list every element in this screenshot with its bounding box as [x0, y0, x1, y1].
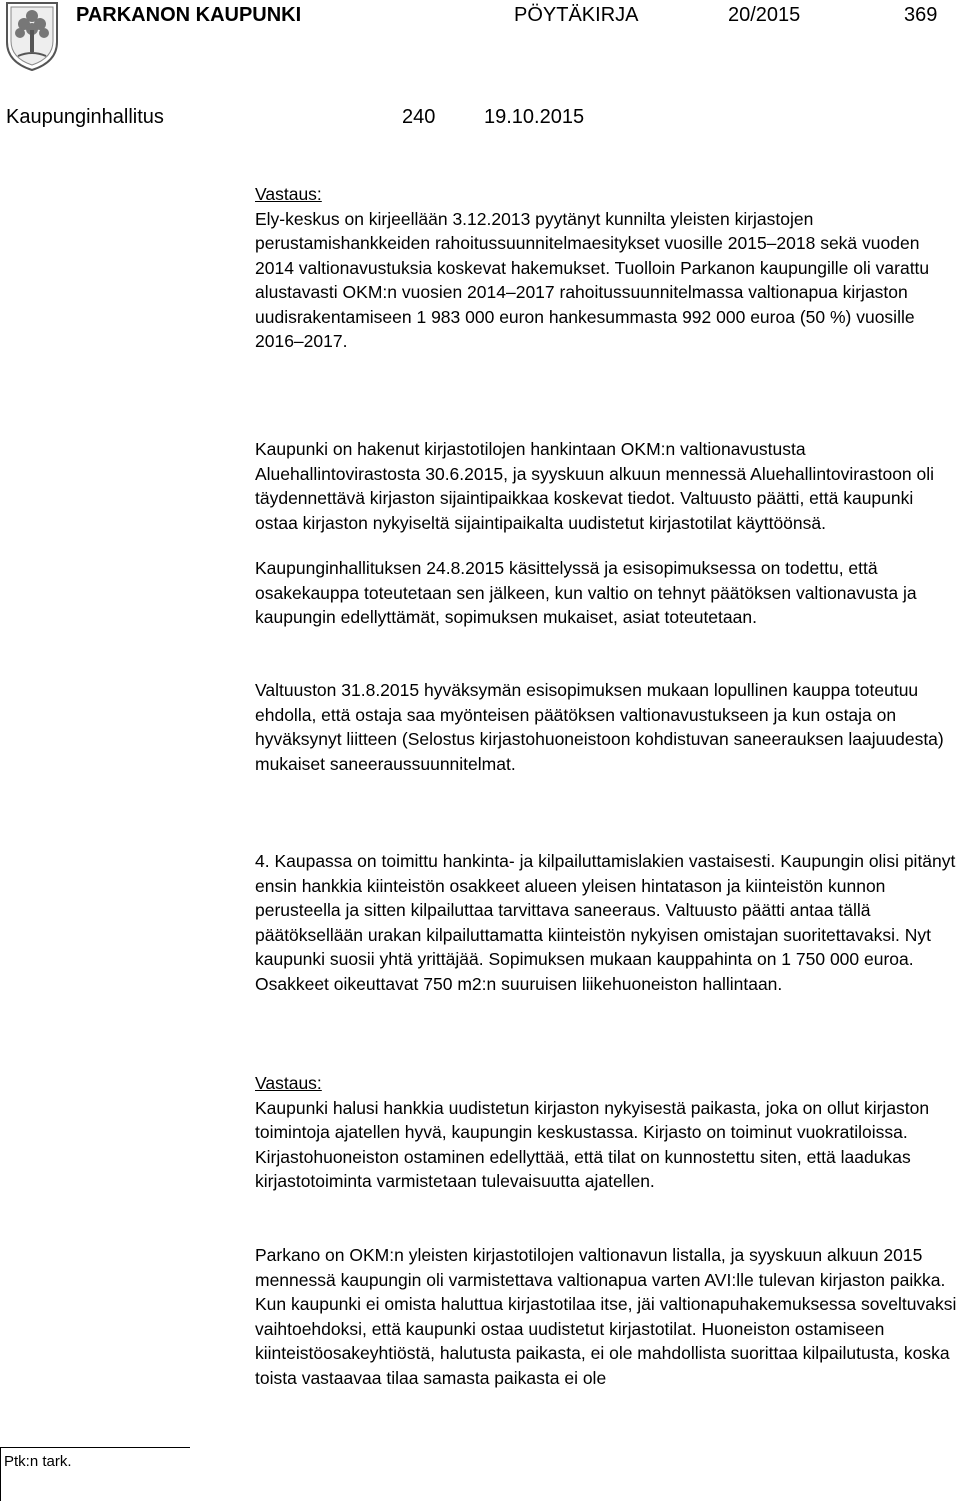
minutes-checker-label: Ptk:n tark.	[4, 1453, 72, 1470]
footer-divider-vertical	[0, 1447, 1, 1501]
paragraph: Kaupunginhallituksen 24.8.2015 käsittelyssä ja esisopimuksessa on todettu, että osakekauppa toteutetaan sen jälkeen, kun valtio on tehnyt päätöksen valtionavusta ja kaupungin edellyttämät, sopimuksen mukaiset, asiat toteutetaan.	[255, 558, 917, 627]
paragraph: Kaupunki on hakenut kirjastotilojen hankintaan OKM:n valtionavustusta Aluehallintovirastosta 30.6.2015, ja syyskuun alkuun mennessä Aluehallintovirastoon oli täydennettävä kirjaston sijaintipaikkaa koskevat tiedot. Valtuusto päätti, että kaupunki ostaa kirjaston nykyiseltä sijaintipaikalta uudistetut kirjastotilat käyttöönsä.	[255, 439, 935, 533]
footer-divider	[0, 1447, 190, 1448]
paragraph: Parkano on OKM:n yleisten kirjastotilojen valtionavun listalla, ja syyskuun alkuun 2015 mennessä kaupungin oli varmistettava valtionapua varten AVI:lle tulevan kirjaston paikka. Kun kaupunki ei omista haluttua kirjastotilaa itse, jäi valtionapuhakemuksessa soveltuvaksi vaihtoehdoksi, että kaupunki ostaa uudistetut kirjastotilat. Huoneiston ostamiseen kiinteistöosakeyhtiöstä, halutusta paikasta, ei ole mahdollista suorittaa kilpailutusta, koska toista vastaavaa tilaa samasta paikasta ei ole	[255, 1245, 957, 1388]
coat-of-arms-icon	[4, 0, 60, 72]
document-type: PÖYTÄKIRJA	[514, 4, 639, 26]
objection-paragraph: 4. Kaupassa on toimittu hankinta- ja kilpailuttamislakien vastaisesti. Kaupungin olisi pitänyt ensin hankkia kiinteistön osakkeet alueen yleisen hintatason ja kiinteistön kunnon perusteella ja sitten kilpailuttaa tarvittava saneeraus. Valtuusto päätti antaa tällä päätöksellään urakan kilpailuttamatta kiinteistön nykyisen omistajan suoritettavaksi. Nyt kaupunki suosii yhtä yrittäjää. Sopimuksen mukaan kauppahinta on 1 750 000 euroa. Osakkeet oikeuttavat 750 m2:n suuruisen liikehuoneiston hallintaan.	[255, 851, 956, 994]
response-block-1	[255, 182, 957, 354]
paragraph: Kaupunki halusi hankkia uudistetun kirjaston nykyisestä paikasta, joka on ollut kirjaston toimintoja ajatellen hyvä, kaupungin keskustassa. Kirjasto on toiminut vuokratiloissa. Kirjastohuoneiston ostaminen edellyttää, että tilat on kunnostettu siten, että laadukas kirjastotoiminta varmistetaan tulevaisuutta ajatellen.	[255, 1097, 930, 1191]
document-number: 20/2015	[728, 4, 801, 26]
response-block-2	[255, 1071, 957, 1194]
paragraph: Ely-keskus on kirjeellään 3.12.2013 pyytänyt kunnilta yleisten kirjastojen perustamishankkeiden rahoitussuunnitelmaesitykset vuosille 2015–2018 sekä vuoden 2014 valtionavustuksia koskevat hakemukset. Tuolloin Parkanon kaupungille oli varattu alustavasti OKM:n vuosien 2014–2017 rahoitussuunnitelmassa valtionapua kirjaston uudisrakentamiseen 1 983 000 euron hankesummasta 992 000 euroa (50 %) vuosille 2016–2017.	[255, 208, 930, 351]
meeting-date: 19.10.2015	[484, 106, 585, 128]
organization-name: PARKANON KAUPUNKI	[76, 4, 302, 26]
meeting-body: Kaupunginhallitus	[6, 106, 164, 128]
section-number: 240	[402, 106, 436, 128]
paragraph: Valtuuston 31.8.2015 hyväksymän esisopimuksen mukaan lopullinen kauppa toteutuu ehdolla, että ostaja saa myönteisen päätöksen valtionavustukseen ja kun ostaja on hyväksynyt liitteen (Selostus kirjastohuoneistoon kohdistuvan saneerauksen laajuudesta) mukaiset saneeraussuunnitelmat.	[255, 680, 944, 774]
page-number: 369	[904, 4, 938, 26]
response-label: Vastaus:	[255, 184, 322, 204]
response-label: Vastaus:	[255, 1073, 322, 1093]
